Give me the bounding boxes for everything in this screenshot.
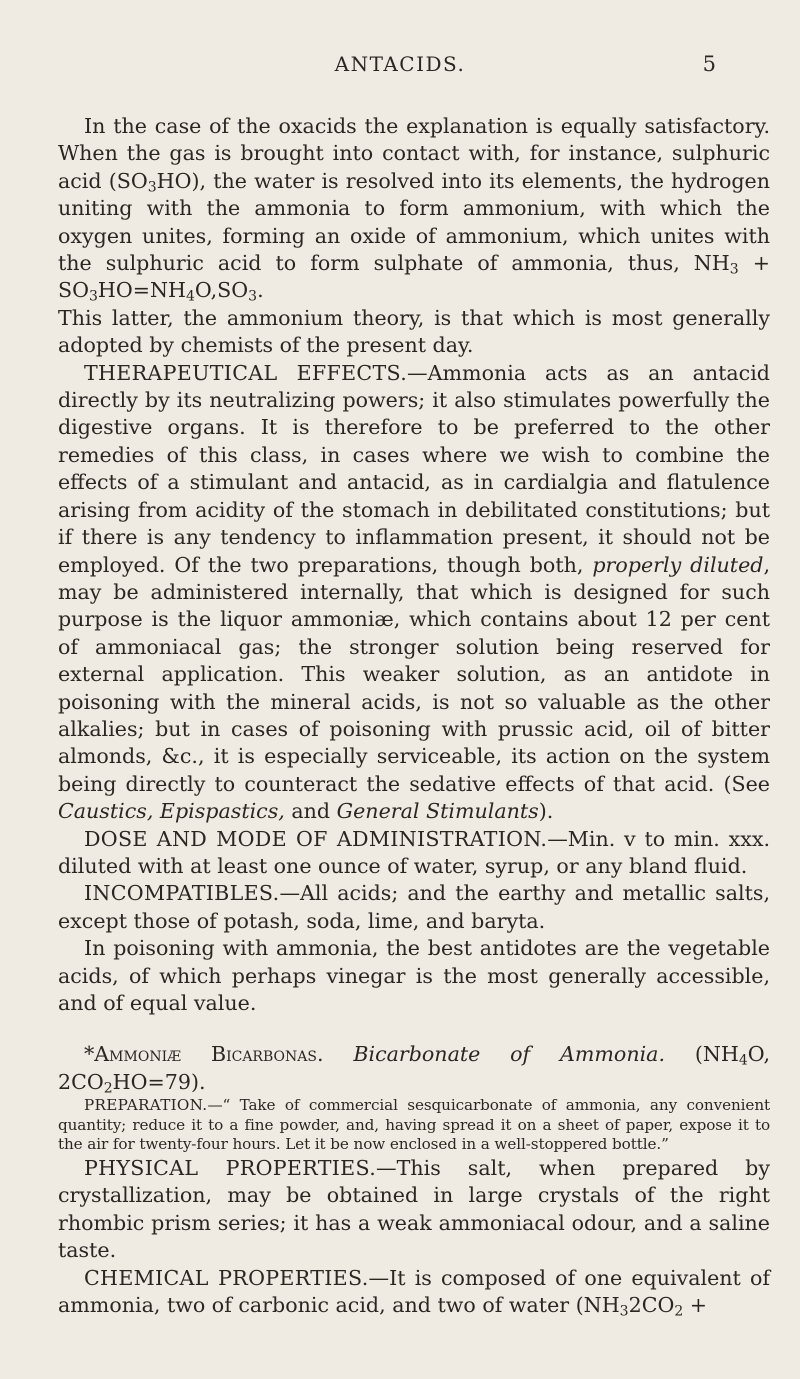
- paragraph-ammonium-theory: This latter, the ammonium theory, is that which is most generally adopted by chemists of the present day.: [58, 305, 770, 358]
- body-text: [58, 113, 770, 1319]
- section-label-physical: PHYSICAL PROPERTIES.: [84, 1156, 377, 1180]
- running-head: [0, 52, 800, 82]
- running-title: ANTACIDS.: [334, 52, 466, 76]
- paragraph-poisoning: In poisoning with ammonia, the best antidotes are the vegetable acids, of which perhaps vinegar is the most generally accessible, and of equal value.: [58, 936, 770, 1015]
- section-label-therapeutical: THERAPEUTICAL EFFECTS.: [84, 360, 408, 385]
- paragraph-chemical-properties: CHEMICAL PROPERTIES.—It is composed of one equivalent of ammonia, two of carbonic acid, and two of water ($NH_32CO_2$ +: [58, 1265, 770, 1320]
- paragraph-incompatibles: INCOMPATIBLES.—All acids; and the earthy and metallic salts, except those of potash, soda, lime, and baryta.: [58, 881, 770, 933]
- paragraph-therapeutical-effects: THERAPEUTICAL EFFECTS.—Ammonia acts as an antacid directly by its neutralizing powers; it also stimulates powerfully the digestive organs. It is therefore to be preferred to the other remedies of this class, in cases where we wish to combine the effects of a stimulant and antacid, as in cardialgia and flatulence arising from acidity of the stomach in debilitated constitutions; but if there is any tendency to inflammation present, it should not be employed. Of the two preparations, though both, properly diluted, may be administered internally, that which is designed for such purpose is the liquor ammoniæ, which contains about 12 per cent of ammoniacal gas; the stronger solution being reserved for external application. This weaker solution, as an antidote in poisoning with the mineral acids, is not so valuable as the other alkalies; but in cases of poisoning with prussic acid, oil of bitter almonds, &c., it is especially serviceable, its action on the system being directly to counteract the sedative effects of that acid. (See Caustics, Epispastics, and General Stimulants).: [58, 360, 770, 824]
- section-label-chemical: CHEMICAL PROPERTIES.: [84, 1265, 369, 1290]
- paragraph-dose: DOSE AND MODE OF ADMINISTRATION.—Min. v to min. xxx. diluted with at least one ounce of water, syrup, or any bland fluid.: [58, 826, 770, 878]
- entry-heading-bicarbonate: [58, 1041, 770, 1096]
- entry-heading-latin: *Ammoniæ Bicarbonas.: [84, 1042, 324, 1067]
- section-gap: [58, 1017, 770, 1041]
- page-number: 5: [702, 52, 716, 76]
- section-label-preparation: PREPARATION.: [84, 1096, 208, 1115]
- paragraph-preparation: PREPARATION.—“ Take of commercial sesquicarbonate of ammonia, any convenient quantity; reduce it to a fine powder, and, having spread it on a sheet of paper, expose it to the air for twenty-four hours. Let it be now enclosed in a well-stoppered bottle.”: [58, 1096, 770, 1154]
- section-label-dose: DOSE AND MODE OF ADMINISTRATION.: [84, 826, 548, 851]
- paragraph-physical-properties: PHYSICAL PROPERTIES.—This salt, when prepared by crystallization, may be obtained in large crystals of the right rhombic prism series; it has a weak ammoniacal odour, and a saline taste.: [58, 1156, 770, 1263]
- paragraph-oxacids: In the case of the oxacids the explanation is equally satisfactory. When the gas is brought into contact with, for instance, sulphuric acid $(SO_3HO)$, the water is resolved into its elements, the hydrogen uniting with the ammonia to form ammonium, with which the oxygen unites, forming an oxide of ammonium, which unites with the sulphuric acid to form sulphate of ammonia, thus, $NH_3 + SO_3HO=NH_4O,SO_3$.: [58, 114, 770, 305]
- section-label-incompatibles: INCOMPATIBLES.: [84, 881, 280, 906]
- entry-heading-formula: ($NH_4O$, $2CO_2HO=79$).: [58, 1042, 771, 1097]
- entry-heading-english: Bicarbonate of Ammonia.: [353, 1042, 665, 1067]
